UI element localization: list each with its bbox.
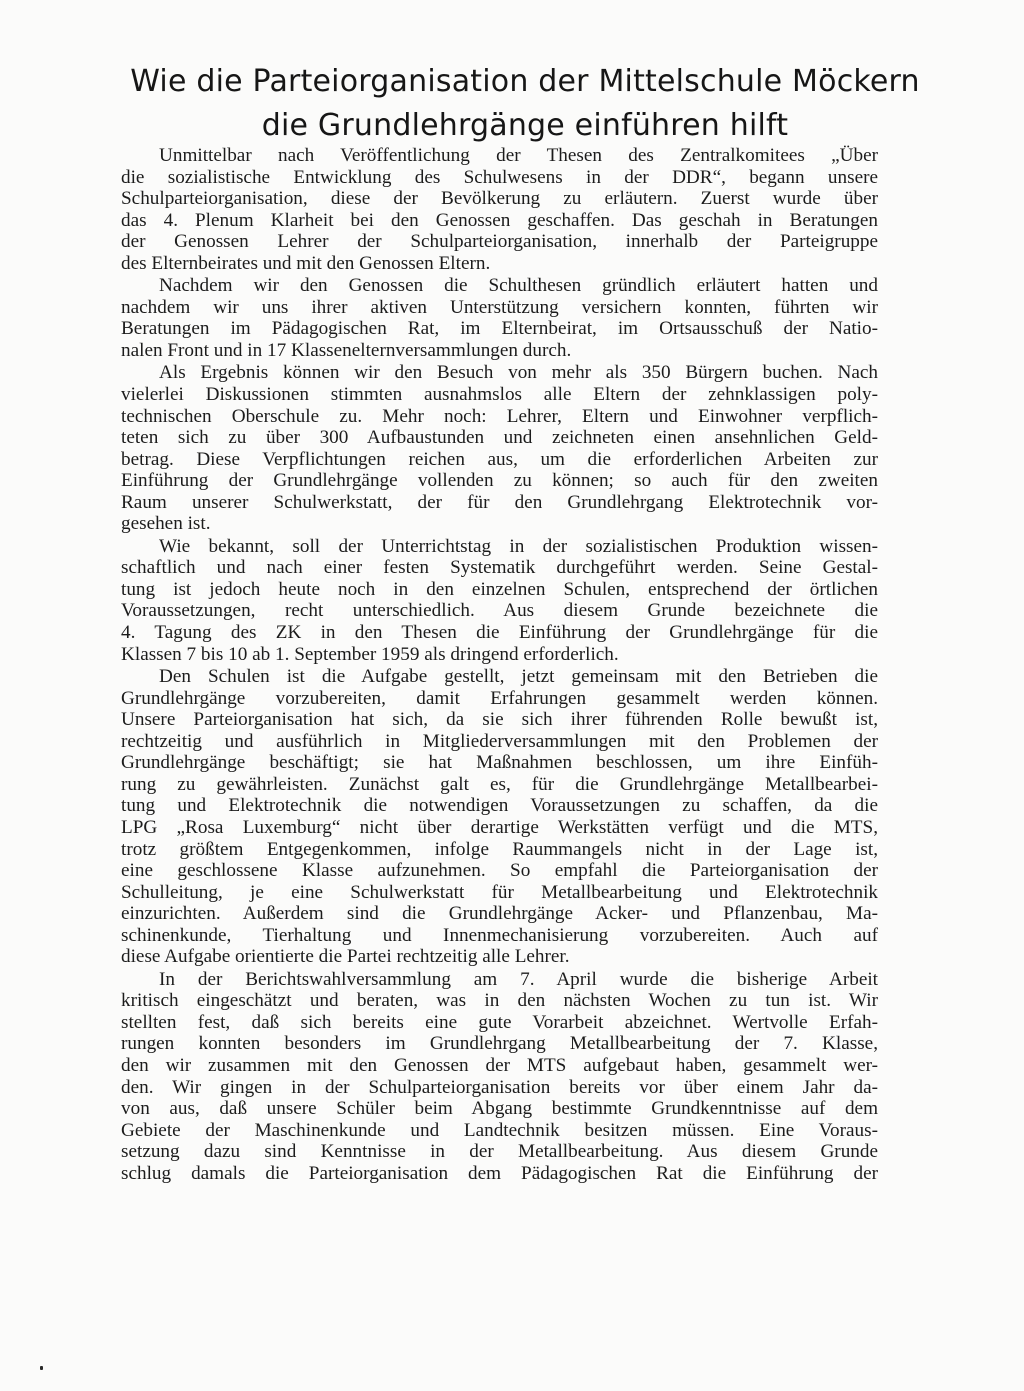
article-body xyxy=(121,145,878,1184)
text-line: nachdem wir uns ihrer aktiven Unterstützung versichern konnten, führten wir xyxy=(121,296,878,318)
text-line: teten sich zu über 300 Aufbaustunden und zeichneten einen ansehnlichen Geld- xyxy=(121,427,878,449)
text-line: betrag. Diese Verpflichtungen reichen aus, um die erforderlichen Arbeiten zur xyxy=(121,448,878,470)
text-line: Nachdem wir den Genossen die Schulthesen gründlich erläutert hatten und xyxy=(159,275,878,297)
text-line: Raum unserer Schulwerkstatt, der für den Grundlehrgang Elektrotechnik vor- xyxy=(121,491,878,513)
text-line: den. Wir gingen in der Schulparteiorganisation bereits vor über einem Jahr da- xyxy=(121,1076,878,1098)
text-line: Als Ergebnis können wir den Besuch von mehr als 350 Bürgern buchen. Nach xyxy=(159,362,878,384)
text-line: Den Schulen ist die Aufgabe gestellt, jetzt gemeinsam mit den Betrieben die xyxy=(159,666,878,688)
text-line: Unmittelbar nach Veröffentlichung der Thesen des Zentralkomitees „Über xyxy=(159,145,878,166)
title-line: Wie die Parteiorganisation der Mittelschule Möckern xyxy=(130,64,920,99)
text-line: Wie bekannt, soll der Unterrichtstag in der sozialistischen Produktion wissen- xyxy=(159,535,878,557)
text-line: rung zu gewährleisten. Zunächst galt es, für die Grundlehrgänge Metallbearbei- xyxy=(121,773,878,795)
text-line: kritisch eingeschätzt und beraten, was in den nächsten Wochen zu tun ist. Wir xyxy=(121,990,878,1012)
text-line: des Elternbeirates und mit den Genossen Eltern. xyxy=(121,252,491,274)
text-line: Schulleitung, je eine Schulwerkstatt für Metallbearbeitung und Elektrotechnik xyxy=(121,881,878,903)
text-line: von aus, daß unsere Schüler beim Abgang bestimmte Grundkenntnisse auf dem xyxy=(121,1098,878,1120)
text-line: tung ist jedoch heute noch in den einzelnen Schulen, entsprechend der örtlichen xyxy=(121,578,878,600)
text-line: tung und Elektrotechnik die notwendigen Voraussetzungen zu schaffen, da die xyxy=(121,795,878,817)
text-line: schlug damals die Parteiorganisation dem Pädagogischen Rat die Einführung der xyxy=(121,1162,878,1184)
text-line: eine geschlossene Klasse aufzunehmen. So empfahl die Parteiorganisation der xyxy=(121,860,878,882)
text-line: 4. Tagung des ZK in den Thesen die Einführung der Grundlehrgänge für die xyxy=(121,622,878,644)
text-line: nalen Front und in 17 Klassenelternversammlungen durch. xyxy=(121,339,572,361)
text-line: Einführung der Grundlehrgänge vollenden zu können; so auch für den zweiten xyxy=(121,470,878,492)
paragraph xyxy=(121,275,878,361)
paragraph xyxy=(121,969,878,1184)
text-line: Grundlehrgänge vorzubereiten, damit Erfahrungen gesammelt werden können. xyxy=(121,687,878,709)
text-line: der Genossen Lehrer der Schulparteiorganisation, innerhalb der Parteigruppe xyxy=(121,231,878,253)
text-line: rechtzeitig und ausführlich in Mitgliederversammlungen mit den Problemen der xyxy=(121,730,878,752)
paragraph xyxy=(121,362,878,534)
paragraph xyxy=(121,145,878,274)
text-line: einzurichten. Außerdem sind die Grundlehrgänge Acker- und Pflanzenbau, Ma- xyxy=(121,903,878,925)
text-line: LPG „Rosa Luxemburg“ nicht über derartige Werkstätten verfügt und die MTS, xyxy=(121,816,878,838)
text-line: vielerlei Diskussionen stimmten ausnahmslos alle Eltern der zehnklassigen poly- xyxy=(121,384,878,406)
text-line: technischen Oberschule zu. Mehr noch: Lehrer, Eltern und Einwohner verpflich- xyxy=(121,405,878,427)
text-line: Schulparteiorganisation, diese der Bevölkerung zu erläutern. Zuerst wurde über xyxy=(121,188,878,210)
text-line: setzung dazu sind Kenntnisse in der Metallbearbeitung. Aus diesem Grunde xyxy=(121,1141,878,1163)
text-line: trotz größtem Entgegenkommen, infolge Raummangels nicht in der Lage ist, xyxy=(121,838,878,860)
text-line: Unsere Parteiorganisation hat sich, da sie sich ihrer führenden Rolle bewußt ist, xyxy=(121,709,878,731)
text-line: schinenkunde, Tierhaltung und Innenmechanisierung vorzubereiten. Auch auf xyxy=(121,924,878,946)
text-line: den wir zusammen mit den Genossen der MTS aufgebaut haben, gesammelt wer- xyxy=(121,1054,878,1076)
text-line: stellten fest, daß sich bereits eine gute Vorarbeit abzeichnet. Wertvolle Erfah- xyxy=(121,1011,878,1033)
text-line: Klassen 7 bis 10 ab 1. September 1959 als dringend erforderlich. xyxy=(121,643,619,665)
paragraph xyxy=(121,536,878,665)
print-speck xyxy=(40,1366,43,1370)
text-line: gesehen ist. xyxy=(121,513,211,535)
text-line: das 4. Plenum Klarheit bei den Genossen geschaffen. Das geschah in Beratungen xyxy=(121,209,878,231)
text-line: rungen konnten besonders im Grundlehrgang Metallbearbeitung der 7. Klasse, xyxy=(121,1033,878,1055)
text-line: Voraussetzungen, recht unterschiedlich. Aus diesem Grunde bezeichnete die xyxy=(121,600,878,622)
text-line: Gebiete der Maschinenkunde und Landtechnik besitzen müssen. Eine Voraus- xyxy=(121,1119,878,1141)
article-title xyxy=(95,60,955,148)
text-line: diese Aufgabe orientierte die Partei rechtzeitig alle Lehrer. xyxy=(121,946,570,968)
text-line: In der Berichtswahlversammlung am 7. April wurde die bisherige Arbeit xyxy=(159,968,878,990)
title-line: die Grundlehrgänge einführen hilft xyxy=(261,108,789,143)
text-line: die sozialistische Entwicklung des Schulwesens in der DDR“, begann unsere xyxy=(121,166,878,188)
text-line: Grundlehrgänge beschäftigt; sie hat Maßnahmen beschlossen, um ihre Einfüh- xyxy=(121,752,878,774)
paragraph xyxy=(121,666,878,968)
text-line: Beratungen im Pädagogischen Rat, im Elternbeirat, im Ortsausschuß der Natio- xyxy=(121,318,878,340)
text-line: schaftlich und nach einer festen Systematik durchgeführt werden. Seine Gestal- xyxy=(121,557,878,579)
